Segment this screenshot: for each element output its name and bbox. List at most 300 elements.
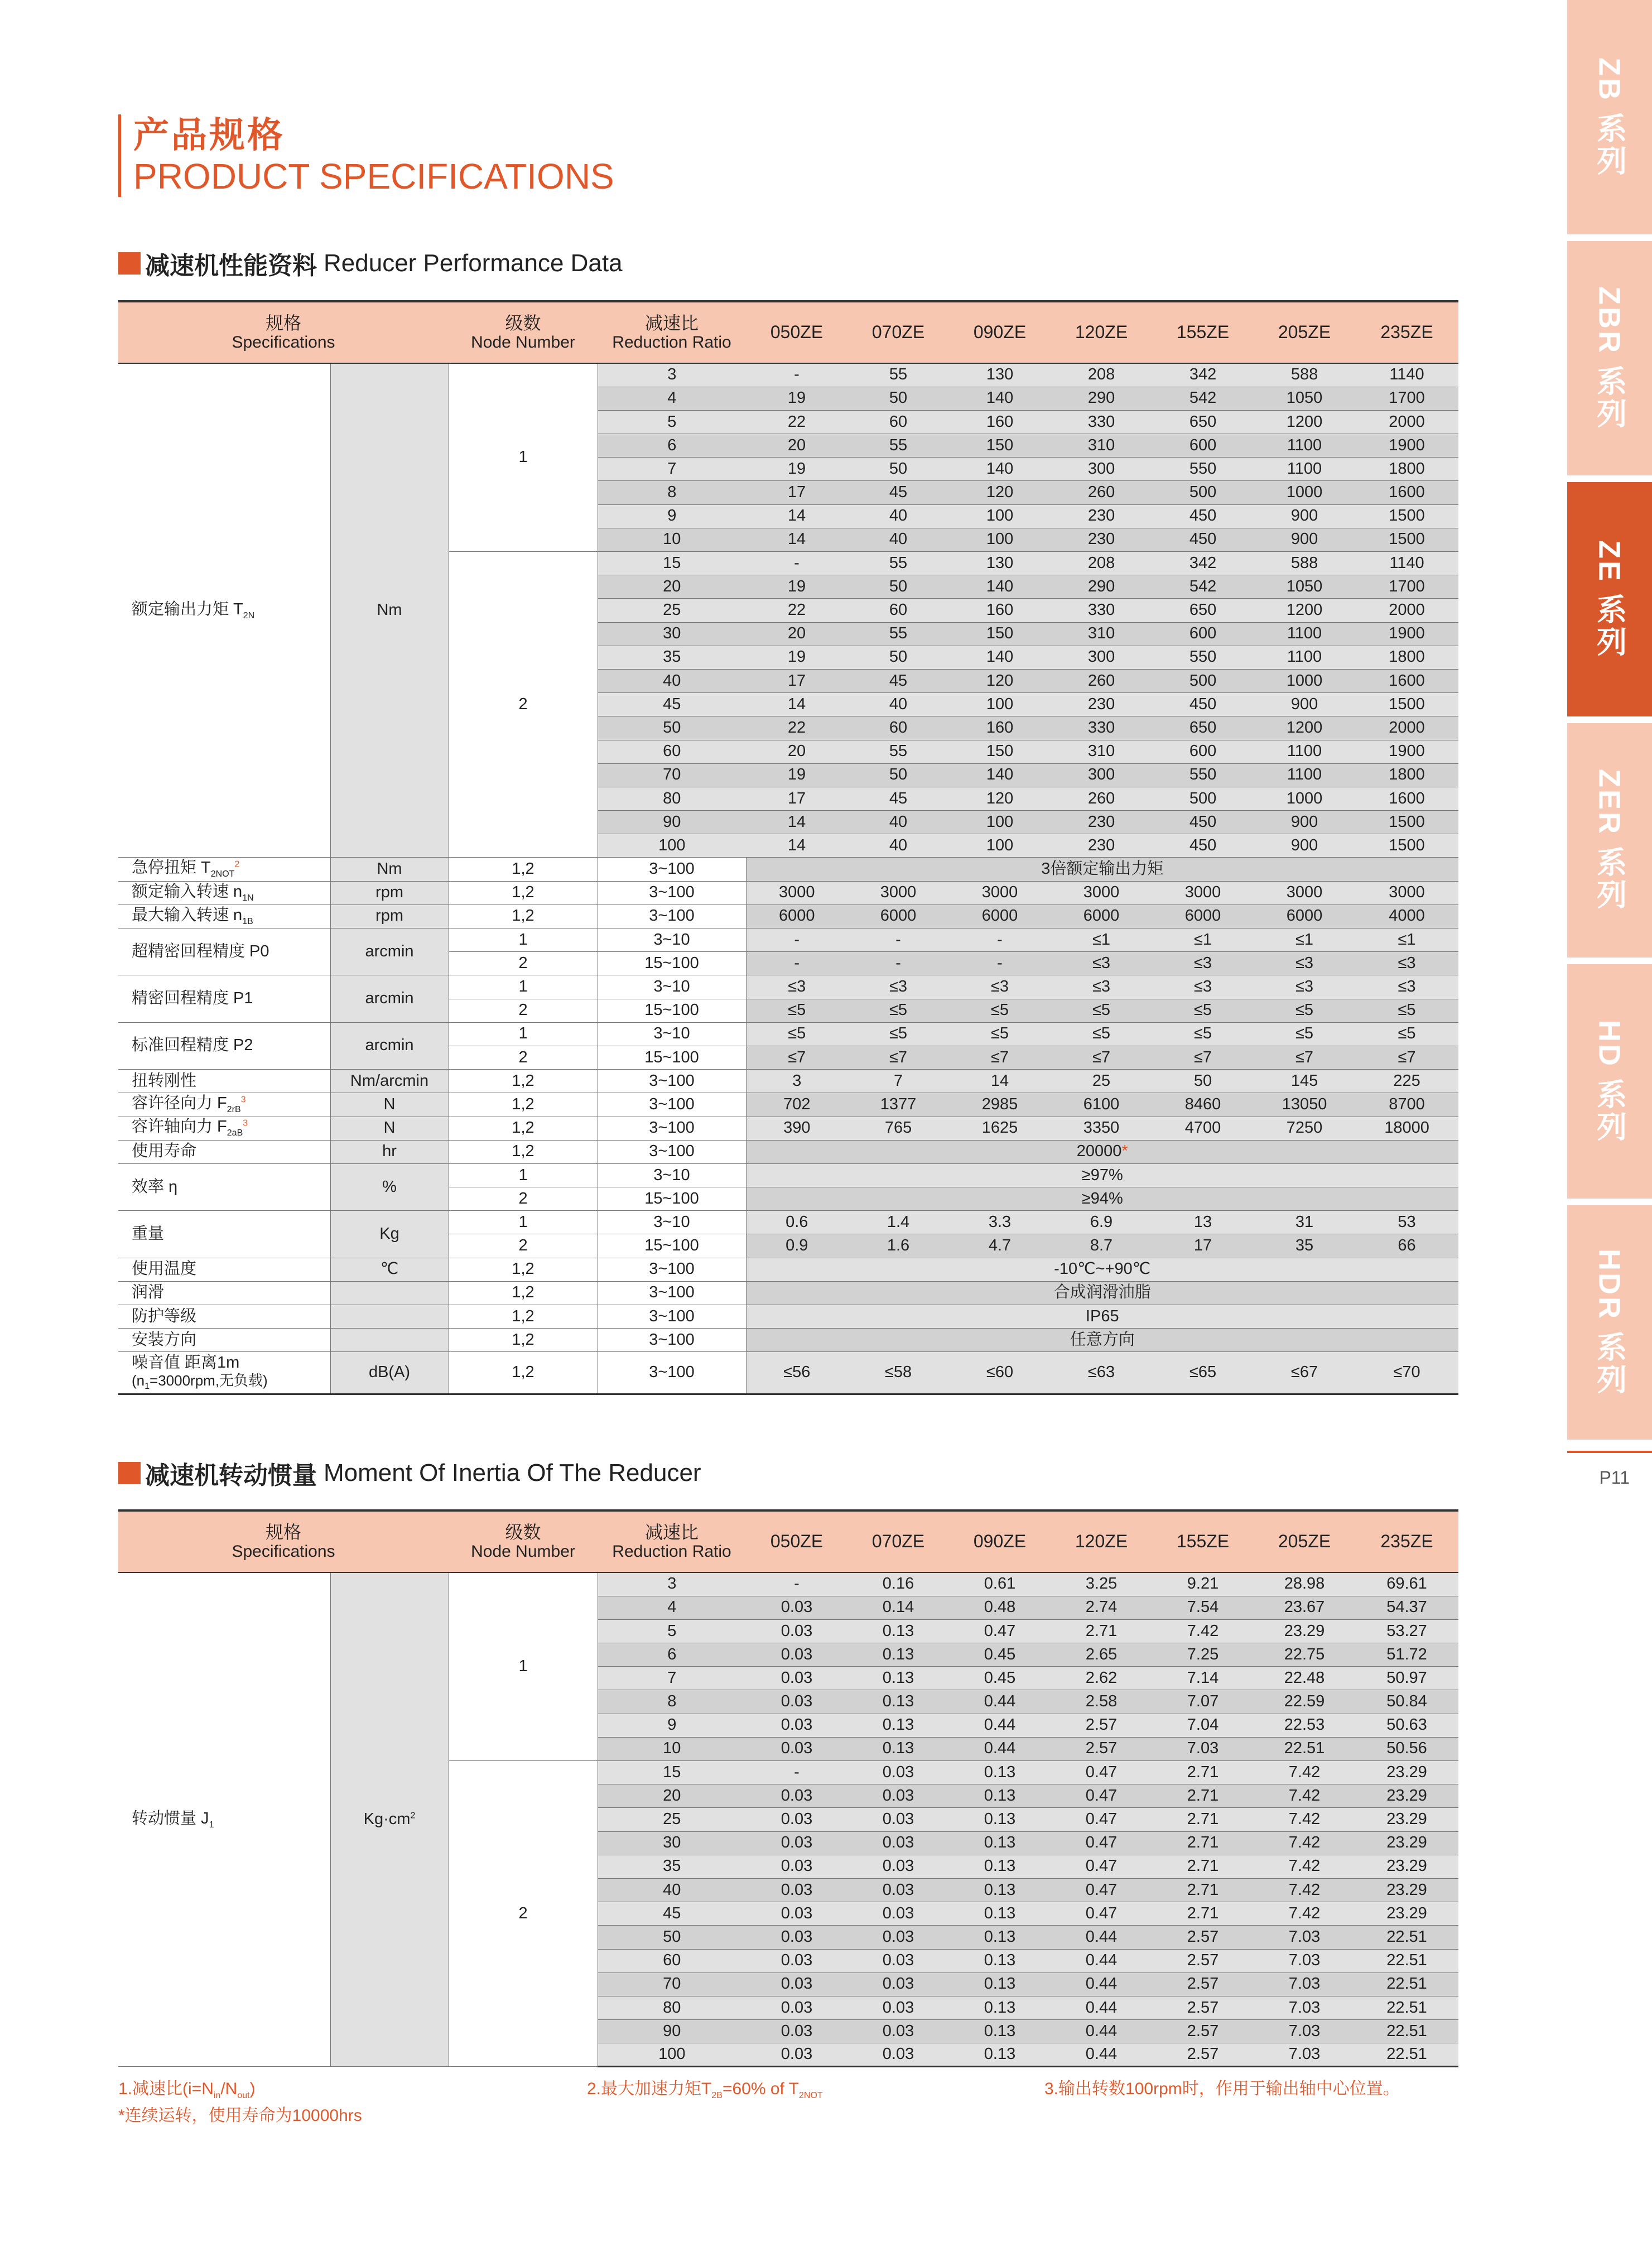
merged-value-cell: 任意方向 (746, 1329, 1458, 1352)
ratio-cell: 15 (598, 1761, 746, 1784)
value-cell: ≤5 (1355, 999, 1458, 1022)
value-cell: 1000 (1254, 481, 1355, 504)
table-row (118, 1163, 1458, 1187)
value-cell: 600 (1152, 434, 1254, 458)
value-cell: 0.13 (949, 1996, 1051, 2019)
value-cell: 0.03 (847, 1855, 949, 1878)
value-cell: 50.84 (1355, 1690, 1458, 1714)
value-cell: 6000 (847, 905, 949, 928)
value-cell: 2.71 (1152, 1902, 1254, 1926)
ratio-cell: 3~100 (598, 858, 746, 881)
value-cell: ≤5 (746, 1022, 847, 1046)
value-cell: 542 (1152, 575, 1254, 599)
value-cell: 0.03 (847, 1972, 949, 1996)
value-cell: 22.51 (1355, 1949, 1458, 1972)
row-label: 标准回程精度 P2 (118, 1022, 330, 1069)
value-cell: 542 (1152, 387, 1254, 410)
value-cell: 1700 (1355, 387, 1458, 410)
unit-cell: Nm/arcmin (330, 1070, 449, 1093)
value-cell: 51.72 (1355, 1643, 1458, 1667)
value-cell: 6000 (949, 905, 1051, 928)
value-cell: ≤5 (1152, 1022, 1254, 1046)
ratio-cell: 3~100 (598, 1140, 746, 1163)
value-cell: 7.03 (1254, 1949, 1355, 1972)
row-label: 效率 η (118, 1163, 330, 1210)
value-cell: 0.44 (1051, 1996, 1152, 2019)
value-cell: 53.27 (1355, 1619, 1458, 1643)
value-cell: 7.03 (1254, 1996, 1355, 2019)
value-cell: 300 (1051, 646, 1152, 669)
value-cell: ≤58 (847, 1352, 949, 1394)
value-cell: ≤65 (1152, 1352, 1254, 1394)
tab-zb-series[interactable]: ZB 系列 (1567, 0, 1652, 238)
value-cell: 1600 (1355, 669, 1458, 692)
value-cell: 1500 (1355, 693, 1458, 716)
node-cell: 1 (449, 975, 598, 999)
unit-cell (330, 1329, 449, 1352)
value-cell: 0.03 (746, 1831, 847, 1855)
value-cell: 0.48 (949, 1596, 1051, 1619)
value-cell: 23.29 (1355, 1761, 1458, 1784)
value-cell: 450 (1152, 504, 1254, 528)
ratio-cell: 3~100 (598, 1305, 746, 1329)
value-cell: 2985 (949, 1093, 1051, 1117)
value-cell: 2.65 (1051, 1643, 1152, 1667)
value-cell: 22.53 (1254, 1714, 1355, 1737)
tab-zbr-series[interactable]: ZBR 系列 (1567, 241, 1652, 479)
value-cell: 0.03 (746, 1926, 847, 1949)
value-cell: 230 (1051, 834, 1152, 858)
ratio-cell: 60 (598, 1949, 746, 1972)
value-cell: 0.13 (847, 1714, 949, 1737)
value-cell: 310 (1051, 740, 1152, 763)
ratio-cell: 3~10 (598, 1163, 746, 1187)
value-cell: 342 (1152, 552, 1254, 575)
value-cell: 66 (1355, 1234, 1458, 1258)
value-cell: - (746, 928, 847, 952)
value-cell: 55 (847, 552, 949, 575)
value-cell: 40 (847, 504, 949, 528)
value-cell: 310 (1051, 434, 1152, 458)
value-cell: 140 (949, 763, 1051, 787)
merged-value-cell: 3倍额定输出力矩 (746, 858, 1458, 881)
table-row (118, 1022, 1458, 1046)
value-cell: 8.7 (1051, 1234, 1152, 1258)
value-cell: 140 (949, 575, 1051, 599)
ratio-cell: 15~100 (598, 952, 746, 975)
value-cell: 1140 (1355, 363, 1458, 387)
value-cell: 50 (847, 458, 949, 481)
merged-value-cell: 20000* (746, 1140, 1458, 1163)
value-cell: ≤60 (949, 1352, 1051, 1394)
value-cell: 19 (746, 575, 847, 599)
value-cell: 14 (746, 528, 847, 551)
value-cell: 23.29 (1355, 1808, 1458, 1831)
header-model: 235ZE (1355, 1510, 1458, 1572)
value-cell: 50 (847, 646, 949, 669)
ratio-cell: 30 (598, 622, 746, 646)
value-cell: 0.13 (949, 1902, 1051, 1926)
value-cell: 3000 (1355, 881, 1458, 905)
value-cell: ≤5 (1152, 999, 1254, 1022)
value-cell: 0.47 (1051, 1855, 1152, 1878)
node-cell: 1,2 (449, 1352, 598, 1394)
value-cell: 1377 (847, 1093, 949, 1117)
value-cell: 0.03 (847, 2020, 949, 2043)
value-cell: ≤70 (1355, 1352, 1458, 1394)
ratio-cell: 100 (598, 2043, 746, 2067)
ratio-cell: 3~100 (598, 905, 746, 928)
value-cell: 0.03 (746, 1667, 847, 1690)
unit-cell: Nm (330, 363, 449, 858)
table-row (118, 363, 1458, 387)
ratio-cell: 90 (598, 811, 746, 834)
value-cell: 0.13 (847, 1667, 949, 1690)
value-cell: 14 (746, 811, 847, 834)
value-cell: 20 (746, 622, 847, 646)
section-title-performance (118, 246, 623, 281)
merged-value-cell: -10℃~+90℃ (746, 1258, 1458, 1281)
value-cell: 2.62 (1051, 1667, 1152, 1690)
value-cell: 120 (949, 787, 1051, 810)
value-cell: 7.42 (1254, 1902, 1355, 1926)
value-cell: 50.56 (1355, 1737, 1458, 1760)
value-cell: - (949, 952, 1051, 975)
value-cell: ≤5 (1254, 999, 1355, 1022)
row-label: 使用温度 (118, 1258, 330, 1281)
value-cell: 3000 (1152, 881, 1254, 905)
ratio-cell: 6 (598, 1643, 746, 1667)
value-cell: - (847, 952, 949, 975)
value-cell: 2.57 (1152, 2020, 1254, 2043)
value-cell: 600 (1152, 740, 1254, 763)
value-cell: 40 (847, 693, 949, 716)
header-model: 090ZE (949, 1510, 1051, 1572)
header-node: 级数 Node Number (449, 1510, 598, 1572)
table-row (118, 1093, 1458, 1117)
note-3: 3.输出转数100rpm时，作用于输出轴中心位置。 (1044, 2080, 1400, 2098)
ratio-cell: 15~100 (598, 1187, 746, 1211)
value-cell: 1800 (1355, 646, 1458, 669)
value-cell: 160 (949, 716, 1051, 740)
value-cell: - (746, 363, 847, 387)
value-cell: 0.03 (746, 1902, 847, 1926)
value-cell: 50 (1152, 1070, 1254, 1093)
row-label: 转动惯量 $J_1$ (118, 1572, 330, 2067)
node-cell: 1,2 (449, 858, 598, 881)
value-cell: 0.03 (847, 2043, 949, 2067)
value-cell: 2.57 (1152, 1926, 1254, 1949)
value-cell: 7.04 (1152, 1714, 1254, 1737)
row-label: 容许径向力 $F_{2rB}^3$ (118, 1093, 330, 1117)
value-cell: 13050 (1254, 1093, 1355, 1117)
ratio-cell: 5 (598, 1619, 746, 1643)
value-cell: 0.03 (746, 1972, 847, 1996)
value-cell: 22 (746, 716, 847, 740)
ratio-cell: 70 (598, 763, 746, 787)
ratio-cell: 60 (598, 740, 746, 763)
header-ratio: 减速比 Reduction Ratio (598, 1510, 746, 1572)
value-cell: 0.03 (746, 1643, 847, 1667)
ratio-cell: 3~100 (598, 1352, 746, 1394)
row-label: 扭转刚性 (118, 1070, 330, 1093)
value-cell: 50 (847, 763, 949, 787)
row-label: 防护等级 (118, 1305, 330, 1329)
value-cell: ≤1 (1152, 928, 1254, 952)
value-cell: ≤3 (847, 975, 949, 999)
section-title-en: Reducer Performance Data (324, 249, 623, 277)
header-node: 级数 Node Number (449, 301, 598, 363)
row-label: 额定输入转速 $n_{1N}$ (118, 881, 330, 905)
value-cell: 3000 (1051, 881, 1152, 905)
value-cell: 4.7 (949, 1234, 1051, 1258)
sidebar-divider (1567, 1451, 1652, 1453)
table-row (118, 905, 1458, 928)
value-cell: 650 (1152, 716, 1254, 740)
value-cell: 230 (1051, 504, 1152, 528)
value-cell: 1100 (1254, 740, 1355, 763)
ratio-cell: 25 (598, 1808, 746, 1831)
value-cell: 4000 (1355, 905, 1458, 928)
value-cell: 7.03 (1152, 1737, 1254, 1760)
table-row (118, 1211, 1458, 1234)
value-cell: 2.71 (1152, 1878, 1254, 1902)
value-cell: 22.75 (1254, 1643, 1355, 1667)
node-cell: 1,2 (449, 1117, 598, 1140)
value-cell: 0.13 (949, 1761, 1051, 1784)
value-cell: 1600 (1355, 481, 1458, 504)
ratio-cell: 5 (598, 410, 746, 434)
value-cell: 7.03 (1254, 2043, 1355, 2067)
value-cell: 150 (949, 622, 1051, 646)
value-cell: 0.45 (949, 1667, 1051, 1690)
value-cell: 0.03 (847, 1878, 949, 1902)
value-cell: 140 (949, 387, 1051, 410)
value-cell: 650 (1152, 599, 1254, 622)
value-cell: - (847, 928, 949, 952)
row-label: 急停扭矩 $T_{2NOT}^2$ (118, 858, 330, 881)
tab-ze-series[interactable]: ZE 系列 (1567, 482, 1652, 720)
ratio-cell: 30 (598, 1831, 746, 1855)
value-cell: 2.71 (1152, 1761, 1254, 1784)
value-cell: 1500 (1355, 528, 1458, 551)
value-cell: 50.63 (1355, 1714, 1458, 1737)
value-cell: 6000 (1152, 905, 1254, 928)
unit-cell: dB(A) (330, 1352, 449, 1394)
unit-cell (330, 1305, 449, 1329)
header-model: 090ZE (949, 301, 1051, 363)
value-cell: 0.03 (746, 1996, 847, 2019)
value-cell: 550 (1152, 458, 1254, 481)
value-cell: 100 (949, 693, 1051, 716)
value-cell: 23.29 (1355, 1902, 1458, 1926)
value-cell: 0.03 (847, 1996, 949, 2019)
value-cell: 7.07 (1152, 1690, 1254, 1714)
value-cell: 17 (1152, 1234, 1254, 1258)
value-cell: 28.98 (1254, 1572, 1355, 1596)
tab-hd-series[interactable]: HD 系列 (1567, 964, 1652, 1202)
ratio-cell: 3~100 (598, 1093, 746, 1117)
value-cell: 1625 (949, 1117, 1051, 1140)
value-cell: 6000 (746, 905, 847, 928)
value-cell: 2.57 (1152, 2043, 1254, 2067)
value-cell: 31 (1254, 1211, 1355, 1234)
value-cell: 1000 (1254, 669, 1355, 692)
value-cell: 4700 (1152, 1117, 1254, 1140)
value-cell: 0.03 (746, 1878, 847, 1902)
value-cell: 22.51 (1254, 1737, 1355, 1760)
value-cell: 2.74 (1051, 1596, 1152, 1619)
ratio-cell: 3 (598, 1572, 746, 1596)
node-cell: 2 (449, 1761, 598, 2067)
value-cell: 7.42 (1254, 1831, 1355, 1855)
value-cell: ≤1 (1355, 928, 1458, 952)
value-cell: 130 (949, 552, 1051, 575)
table-row (118, 1352, 1458, 1394)
value-cell: 14 (746, 504, 847, 528)
value-cell: 2.58 (1051, 1690, 1152, 1714)
merged-value-cell: ≥97% (746, 1163, 1458, 1187)
ratio-cell: 8 (598, 1690, 746, 1714)
value-cell: 0.13 (949, 1784, 1051, 1808)
value-cell: 0.47 (1051, 1902, 1152, 1926)
value-cell: ≤5 (746, 999, 847, 1022)
header-model: 070ZE (847, 1510, 949, 1572)
tab-zer-series[interactable]: ZER 系列 (1567, 723, 1652, 961)
ratio-cell: 45 (598, 1902, 746, 1926)
value-cell: 20 (746, 434, 847, 458)
row-label: 最大输入转速 $n_{1B}$ (118, 905, 330, 928)
value-cell: 900 (1254, 834, 1355, 858)
unit-cell: N (330, 1093, 449, 1117)
value-cell: ≤7 (847, 1046, 949, 1069)
ratio-cell: 25 (598, 599, 746, 622)
value-cell: 2.57 (1051, 1737, 1152, 1760)
node-cell: 1,2 (449, 1329, 598, 1352)
unit-cell: hr (330, 1140, 449, 1163)
header-model: 155ZE (1152, 1510, 1254, 1572)
value-cell: 100 (949, 528, 1051, 551)
value-cell: 550 (1152, 763, 1254, 787)
value-cell: 145 (1254, 1070, 1355, 1093)
ratio-cell: 15~100 (598, 1046, 746, 1069)
section-title-cn: 减速机性能资料 (145, 252, 317, 280)
value-cell: 1.6 (847, 1234, 949, 1258)
ratio-cell: 15~100 (598, 999, 746, 1022)
value-cell: 0.44 (1051, 1926, 1152, 1949)
unit-cell: N (330, 1117, 449, 1140)
value-cell: 1000 (1254, 787, 1355, 810)
value-cell: 0.03 (746, 1784, 847, 1808)
unit-cell: rpm (330, 905, 449, 928)
value-cell: 450 (1152, 834, 1254, 858)
header-model: 120ZE (1051, 1510, 1152, 1572)
node-cell: 1 (449, 363, 598, 552)
value-cell: ≤3 (1254, 975, 1355, 999)
value-cell: 702 (746, 1093, 847, 1117)
value-cell: 225 (1355, 1070, 1458, 1093)
node-cell: 1,2 (449, 905, 598, 928)
value-cell: 650 (1152, 410, 1254, 434)
value-cell: 17 (746, 669, 847, 692)
value-cell: 0.13 (847, 1737, 949, 1760)
value-cell: 1100 (1254, 622, 1355, 646)
ratio-cell: 3~10 (598, 1022, 746, 1046)
value-cell: 208 (1051, 552, 1152, 575)
value-cell: 35 (1254, 1234, 1355, 1258)
value-cell: 0.44 (1051, 1972, 1152, 1996)
value-cell: 7.14 (1152, 1667, 1254, 1690)
tab-hdr-series[interactable]: HDR 系列 (1567, 1205, 1652, 1443)
value-cell: 1500 (1355, 811, 1458, 834)
value-cell: 208 (1051, 363, 1152, 387)
unit-cell: $Kg\cdot cm^2$ (330, 1572, 449, 2067)
header-model: 235ZE (1355, 301, 1458, 363)
ratio-cell: 70 (598, 1972, 746, 1996)
inertia-table (118, 1509, 1458, 2067)
value-cell: 0.61 (949, 1572, 1051, 1596)
value-cell: 22.51 (1355, 1996, 1458, 2019)
note-1: 1.减速比$(i=N_{in}/N_{out})$ (118, 2080, 256, 2100)
value-cell: ≤1 (1051, 928, 1152, 952)
value-cell: 1200 (1254, 599, 1355, 622)
value-cell: ≤3 (1254, 952, 1355, 975)
unit-cell: Kg (330, 1211, 449, 1258)
value-cell: 7.42 (1254, 1878, 1355, 1902)
value-cell: ≤3 (746, 975, 847, 999)
ratio-cell: 3~100 (598, 1281, 746, 1305)
table-row (118, 1572, 1458, 1596)
value-cell: 3350 (1051, 1117, 1152, 1140)
unit-cell: % (330, 1163, 449, 1210)
value-cell: 120 (949, 669, 1051, 692)
unit-cell: arcmin (330, 928, 449, 975)
value-cell: 17 (746, 787, 847, 810)
node-cell: 1 (449, 1163, 598, 1187)
ratio-cell: 35 (598, 646, 746, 669)
value-cell: ≤5 (949, 1022, 1051, 1046)
table-row (118, 1070, 1458, 1093)
value-cell: 0.03 (746, 2043, 847, 2067)
value-cell: 0.16 (847, 1572, 949, 1596)
value-cell: ≤7 (1152, 1046, 1254, 1069)
value-cell: ≤7 (1051, 1046, 1152, 1069)
value-cell: 22.51 (1355, 2043, 1458, 2067)
header-model: 050ZE (746, 301, 847, 363)
value-cell: 0.03 (746, 1619, 847, 1643)
value-cell: ≤3 (1355, 952, 1458, 975)
value-cell: 2.71 (1152, 1831, 1254, 1855)
value-cell: 0.13 (847, 1690, 949, 1714)
value-cell: 0.13 (847, 1643, 949, 1667)
value-cell: 0.13 (949, 1831, 1051, 1855)
value-cell: 1600 (1355, 787, 1458, 810)
value-cell: 0.47 (1051, 1761, 1152, 1784)
table-row (118, 975, 1458, 999)
value-cell: 330 (1051, 599, 1152, 622)
value-cell: 8460 (1152, 1093, 1254, 1117)
value-cell: 260 (1051, 787, 1152, 810)
value-cell: 0.13 (949, 1878, 1051, 1902)
header-ratio: 减速比 Reduction Ratio (598, 301, 746, 363)
value-cell: 45 (847, 669, 949, 692)
value-cell: 2.57 (1051, 1714, 1152, 1737)
value-cell: 500 (1152, 787, 1254, 810)
value-cell: 45 (847, 481, 949, 504)
node-cell: 2 (449, 1187, 598, 1211)
value-cell: 60 (847, 599, 949, 622)
value-cell: 2.71 (1051, 1619, 1152, 1643)
